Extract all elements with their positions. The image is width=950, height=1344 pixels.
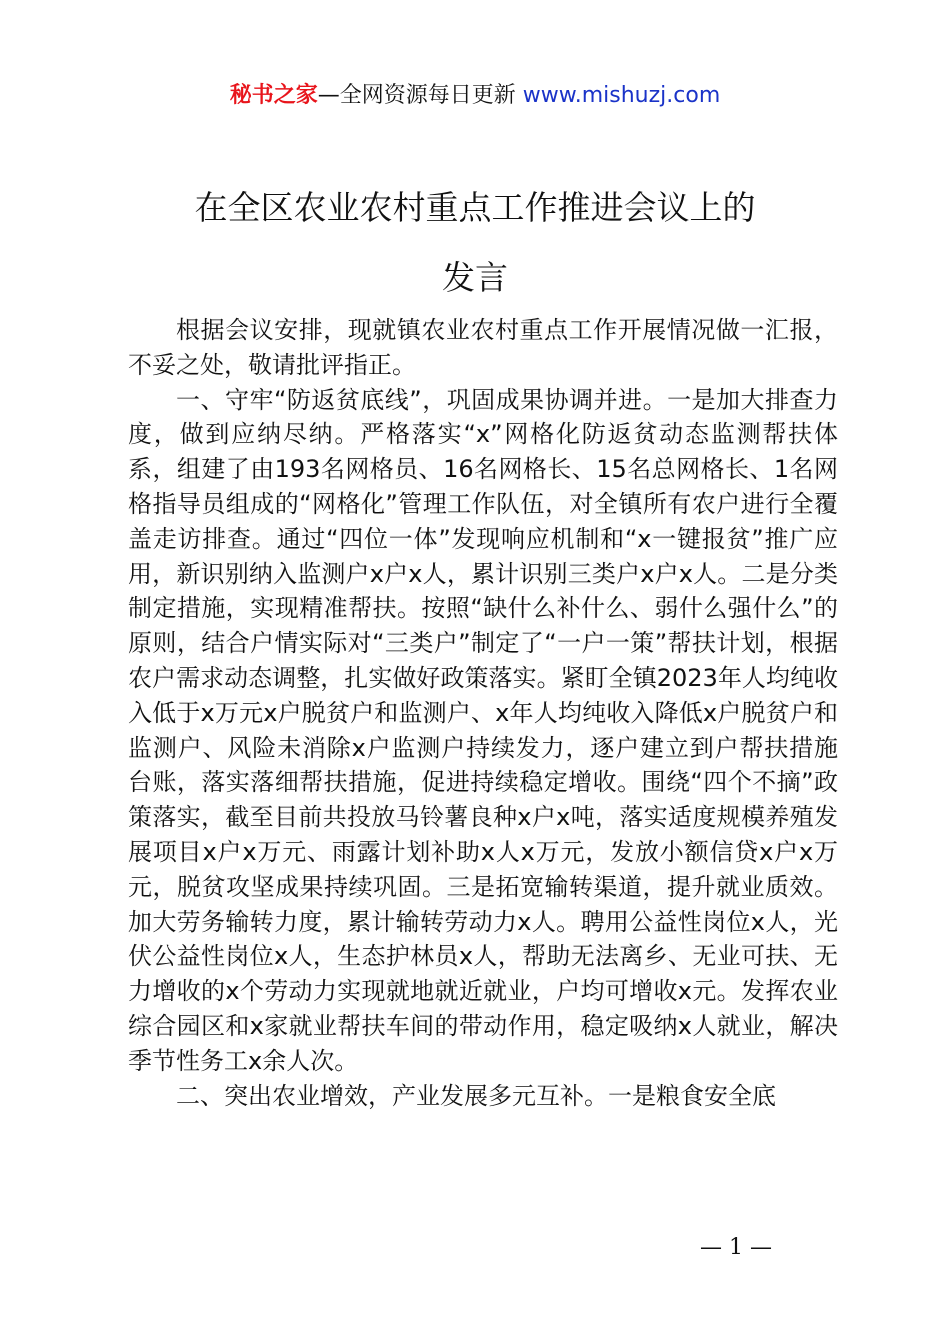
document-title-line-2: 发言 xyxy=(442,258,508,297)
site-brand: 秘书之家 xyxy=(229,83,318,108)
document-body xyxy=(128,313,838,1113)
site-slogan: —全网资源每日更新 xyxy=(317,83,523,108)
paragraph-intro: 根据会议安排，现就镇农业农村重点工作开展情况做一汇报，不妥之处，敬请批评指正。 xyxy=(128,316,838,379)
site-header xyxy=(0,80,950,112)
page-number: — 1 — xyxy=(700,1235,772,1260)
paragraph-section-2: 二、突出农业增效，产业发展多元互补。一是粮食安全底 xyxy=(176,1081,776,1110)
document-title-line-1: 在全区农业农村重点工作推进会议上的 xyxy=(194,188,756,227)
paragraph-section-1: 一、守牢“防返贫底线”，巩固成果协调并进。一是加大排查力度，做到应纳尽纳。严格落实“x”网格化防返贫动态监测帮扶体系，组建了由193名网格员、16名网格长、15名总网格长、1名网格指导员组成的“网格化”管理工作队伍，对全镇所有农户进行全覆盖走访排查。通过“四位一体”发现响应机制和“x一键报贫”推广应用，新识别纳入监测户x户x人，累计识别三类户x户x人。二是分类制定措施，实现精准帮扶。按照“缺什么补什么、弱什么强什么”的原则，结合户情实际对“三类户”制定了“一户一策”帮扶计划，根据农户需求动态调整，扎实做好政策落实。紧盯全镇2023年人均纯收入低于x万元x户脱贫户和监测户、x年人均纯收入降低x户脱贫户和监测户、风险未消除x户监测户持续发力，逐户建立到户帮扶措施台账，落实落细帮扶措施，促进持续稳定增收。围绕“四个不摘”政策落实，截至目前共投放马铃薯良种x户x吨，落实适度规模养殖发展项目x户x万元、雨露计划补助x人x万元，发放小额信贷x户x万元，脱贫攻坚成果持续巩固。三是拓宽输转渠道，提升就业质效。加大劳务输转力度，累计输转劳动力x人。聘用公益性岗位x人，光伏公益性岗位x人，生态护林员x人，帮助无法离乡、无业可扶、无力增收的x个劳动力实现就地就近就业，户均可增收x元。发挥农业综合园区和x家就业帮扶车间的带动作用，稳定吸纳x人就业，解决季节性务工x余人次。 xyxy=(128,385,838,1075)
site-url-link[interactable]: www.mishuzj.com xyxy=(522,83,721,108)
